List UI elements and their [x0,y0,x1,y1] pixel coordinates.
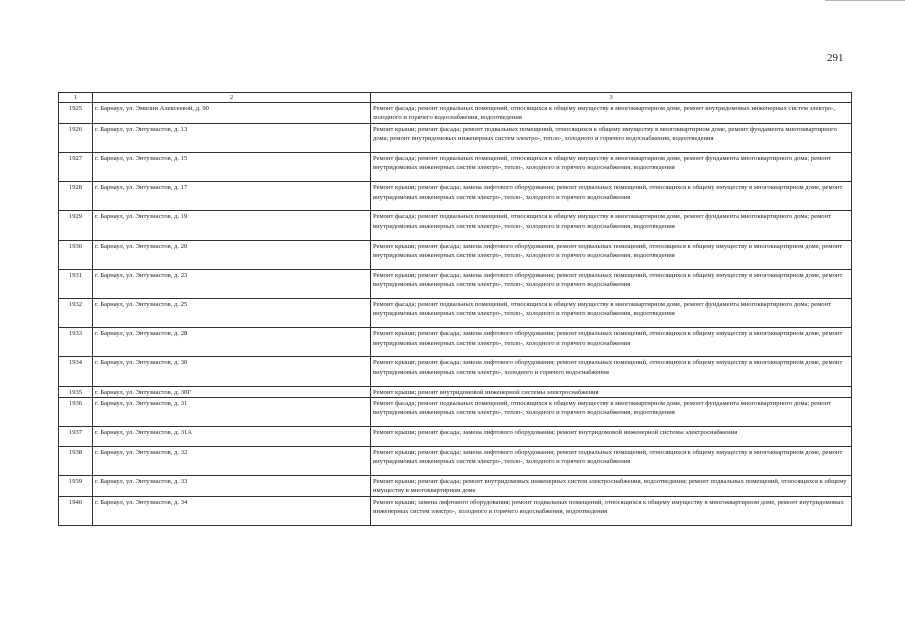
repair-works-cell: Ремонт фасада; ремонт подвальных помещений, относящихся к общему имуществу в многоквартирном доме, ремонт фундамента многоквартирного дома; ремонт внутридомовых инженерных систем электро-, тепло-, холодного и горячего водоснабжения, водоотведения [371,298,852,327]
row-number-cell: 1937 [59,427,93,447]
address-cell: г. Барнаул, ул. Энтузиастов, д. 28 [93,328,371,357]
row-number-cell: 1939 [59,476,93,497]
repair-works-cell: Ремонт фасада; ремонт подвальных помещений, относящихся к общему имуществу в многоквартирном доме, ремонт фундамента многоквартирного дома; ремонт внутридомовых инженерных систем электро-, тепло-, холодного и горячего водоснабжения, водоотведения [371,211,852,240]
repair-works-cell: Ремонт крыши; ремонт фасада; замена лифтового оборудования; ремонт подвальных помещений, относящихся к общему имуществу в многоквартирном доме, ремонт внутридомовых инженерных систем электро-, тепло-, холодного и горячего водоснабжения [371,328,852,357]
row-number-cell: 1927 [59,153,93,182]
repair-works-cell: Ремонт крыши; ремонт фасада; замена лифтового оборудования; ремонт внутридомовой инженерной системы электроснабжения [371,427,852,447]
repair-works-table [58,92,852,526]
address-cell: г. Барнаул, ул. Энтузиастов, д. 33 [93,476,371,497]
address-cell: г. Барнаул, ул. Энтузиастов, д. 19 [93,211,371,240]
address-cell: г. Барнаул, ул. Энтузиастов, д. 34 [93,496,371,525]
table-header-row [59,93,852,103]
address-cell: г. Барнаул, ул. Энтузиастов, д. 32 [93,446,371,475]
address-cell: г. Барнаул, ул. Энтузиастов, д. 17 [93,182,371,211]
table-body [59,103,852,526]
address-cell: г. Барнаул, ул. Энтузиастов, д. 13 [93,123,371,152]
address-cell: г. Барнаул, ул. Эмилии Алексеевой, д. 90 [93,103,371,124]
table-row [59,240,852,269]
column-header-works: 3 [371,93,852,103]
table-row [59,476,852,497]
repair-works-cell: Ремонт крыши; ремонт фасада; замена лифтового оборудования, ремонт подвальных помещений, относящихся к общему имуществу в многоквартирном доме, ремонт внутридомовых инженерных систем электро-, тепло-, холодного и горячего водоснабжения, водоотведения [371,240,852,269]
repair-works-cell: Ремонт крыши; ремонт фасада; замена лифтового оборудования; ремонт подвальных помещений, относящихся к общему имуществу в многоквартирном доме, ремонт внутридомовых инженерных систем электро-, тепло-, холодного и горячего водоснабжения [371,182,852,211]
repair-works-cell: Ремонт крыши; ремонт фасада; замена лифтового оборудования; ремонт подвальных помещений, относящихся к общему имуществу в многоквартирном доме, ремонт внутридомовых инженерных систем электро-, тепло-, холодного и горячего водоснабжения [371,446,852,475]
address-cell: г. Барнаул, ул. Энтузиастов, д. 30Г [93,386,371,397]
repair-works-cell: Ремонт фасада; ремонт подвальных помещений, относящихся к общему имуществу в многоквартирном доме, ремонт фундамента многоквартирного дома; ремонт внутридомовых инженерных систем электро-, тепло-, холодного и горячего водоснабжения, водоотведения [371,397,852,426]
repair-works-cell: Ремонт крыши; ремонт фасада; замена лифтового оборудования; ремонт подвальных помещений, относящихся к общему имуществу в многоквартирном доме, ремонт внутридомовых инженерных систем электро-, тепло-, холодного и горячего водоснабжения [371,269,852,298]
table-row [59,397,852,426]
repair-works-table-container [58,92,851,526]
row-number-cell: 1940 [59,496,93,525]
table-row [59,103,852,124]
column-header-address: 2 [93,93,371,103]
address-cell: г. Барнаул, ул. Энтузиастов, д. 20 [93,240,371,269]
table-row [59,123,852,152]
row-number-cell: 1935 [59,386,93,397]
address-cell: г. Барнаул, ул. Энтузиастов, д. 23 [93,269,371,298]
column-header-number: 1 [59,93,93,103]
table-row [59,153,852,182]
repair-works-cell: Ремонт крыши; ремонт фасада; ремонт внутридомовых инженерных систем электроснабжения, водоотведения; ремонт подвальных помещений, относящихся к общему имуществу в многоквартирном доме [371,476,852,497]
row-number-cell: 1928 [59,182,93,211]
address-cell: г. Барнаул, ул. Энтузиастов, д. 25 [93,298,371,327]
page-number: 291 [827,52,844,64]
repair-works-cell: Ремонт крыши; ремонт фасада; ремонт подвальных помещений, относящихся к общему имуществу в многоквартирном доме, ремонт фундамента многоквартирного дома; ремонт внутридомовых инженерных систем электро-, тепло-, холодного и горячего водоснабжения, водоотведения [371,123,852,152]
repair-works-cell: Ремонт крыши; ремонт внутридомовой инженерной системы электроснабжения [371,386,852,397]
repair-works-cell: Ремонт фасада; ремонт подвальных помещений, относящихся к общему имуществу в многоквартирном доме, ремонт фундамента многоквартирного дома; ремонт внутридомовых инженерных систем электро-, тепло-, холодного и горячего водоснабжения, водоотведения [371,153,852,182]
table-row [59,269,852,298]
address-cell: г. Барнаул, ул. Энтузиастов, д. 30 [93,357,371,386]
row-number-cell: 1931 [59,269,93,298]
row-number-cell: 1936 [59,397,93,426]
repair-works-cell: Ремонт крыши; замена лифтового оборудования; ремонт подвальных помещений, относящихся к общему имуществу в многоквартирном доме, ремонт внутридомовых инженерных систем электро-, холодного и горячего водоснабжения, водоотведения [371,496,852,525]
address-cell: г. Барнаул, ул. Энтузиастов, д. 31А [93,427,371,447]
table-row [59,357,852,386]
table-row [59,298,852,327]
row-number-cell: 1938 [59,446,93,475]
row-number-cell: 1926 [59,123,93,152]
address-cell: г. Барнаул, ул. Энтузиастов, д. 15 [93,153,371,182]
row-number-cell: 1932 [59,298,93,327]
row-number-cell: 1933 [59,328,93,357]
row-number-cell: 1929 [59,211,93,240]
repair-works-cell: Ремонт крыши; ремонт фасада; замена лифтового оборудования; ремонт подвальных помещений, относящихся к общему имуществу в многоквартирном доме, ремонт внутридомовых инженерных систем электро-, холодного и горячего водоснабжения [371,357,852,386]
table-row [59,496,852,525]
table-row [59,211,852,240]
table-row [59,446,852,475]
table-row [59,386,852,397]
repair-works-cell: Ремонт фасада; ремонт подвальных помещений, относящихся к общему имуществу в многоквартирном доме, ремонт внутридомовых инженерных систем электро-, холодного и горячего водоснабжения, водоотведения [371,103,852,124]
row-number-cell: 1925 [59,103,93,124]
row-number-cell: 1934 [59,357,93,386]
table-row [59,182,852,211]
row-number-cell: 1930 [59,240,93,269]
address-cell: г. Барнаул, ул. Энтузиастов, д. 31 [93,397,371,426]
table-row [59,427,852,447]
table-row [59,328,852,357]
scan-edge-mark [825,0,905,1]
